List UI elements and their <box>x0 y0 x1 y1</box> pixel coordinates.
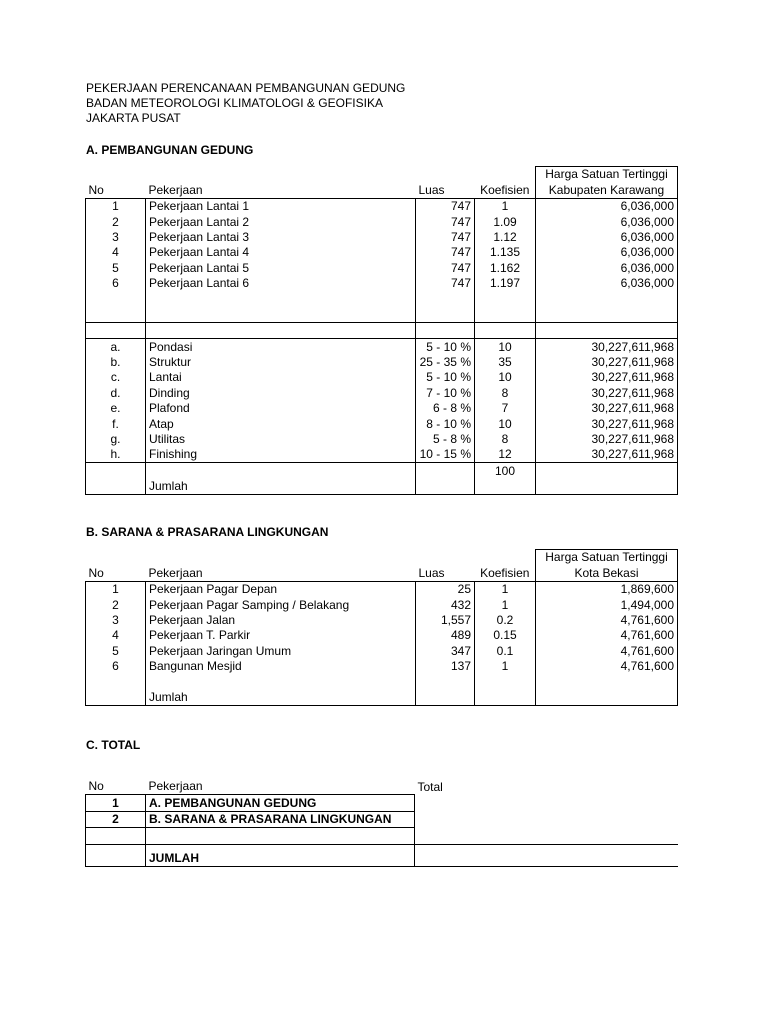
row-koefisien: 1.197 <box>475 276 536 291</box>
row-luas: 747 <box>416 276 475 291</box>
table-cell <box>475 291 536 306</box>
lantai-row <box>86 198 678 214</box>
row-koefisien: 0.1 <box>475 643 536 658</box>
row-no: 6 <box>86 659 146 674</box>
row-luas: 747 <box>416 230 475 245</box>
table-cell <box>536 291 678 306</box>
komponen-no: h. <box>86 447 146 463</box>
row-pekerjaan: Pekerjaan Lantai 3 <box>146 230 416 245</box>
a-header-koefisien: Koefisien <box>475 182 536 198</box>
komponen-pekerjaan: Pondasi <box>146 339 416 355</box>
row-koefisien: 1 <box>475 659 536 674</box>
section-b-table <box>85 549 678 706</box>
row-no: 5 <box>86 643 146 658</box>
total-pekerjaan: A. PEMBANGUNAN GEDUNG <box>146 795 415 811</box>
komponen-no: b. <box>86 355 146 370</box>
row-no: 4 <box>86 245 146 260</box>
row-pekerjaan: Pekerjaan Lantai 1 <box>146 198 416 214</box>
table-cell <box>86 463 146 479</box>
komponen-pekerjaan: Atap <box>146 416 416 431</box>
komponen-persen: 25 - 35 % <box>416 355 475 370</box>
row-harga: 6,036,000 <box>536 245 678 260</box>
komponen-row <box>86 432 678 447</box>
row-pekerjaan: Pekerjaan Pagar Depan <box>146 581 416 597</box>
row-no: 2 <box>86 597 146 612</box>
a-header-no: No <box>86 182 146 198</box>
row-pekerjaan: Pekerjaan Lantai 5 <box>146 260 416 275</box>
komponen-pekerjaan: Plafond <box>146 401 416 416</box>
table-cell <box>415 828 678 844</box>
jumlah-label: Jumlah <box>146 479 416 495</box>
row-koefisien: 1 <box>475 581 536 597</box>
row-pekerjaan: Pekerjaan Lantai 6 <box>146 276 416 291</box>
spacer-row <box>86 828 678 844</box>
row-harga: 6,036,000 <box>536 214 678 229</box>
row-pekerjaan: Bangunan Mesjid <box>146 659 416 674</box>
row-harga: 6,036,000 <box>536 260 678 275</box>
section-a-title: A. PEMBANGUNAN GEDUNG <box>86 143 254 157</box>
total-row <box>86 463 678 479</box>
section-c-title: C. TOTAL <box>86 738 141 752</box>
a-header-harga-1: Harga Satuan Tertinggi <box>536 167 678 183</box>
komponen-koefisien: 8 <box>475 385 536 400</box>
table-cell <box>86 291 146 306</box>
table-cell <box>416 690 475 706</box>
row-koefisien: 1 <box>475 198 536 214</box>
table-cell <box>86 307 146 323</box>
total-pekerjaan: B. SARANA & PRASARANA LINGKUNGAN <box>146 811 415 827</box>
komponen-harga: 30,227,611,968 <box>536 355 678 370</box>
total-summary-row <box>86 795 678 811</box>
row-luas: 137 <box>416 659 475 674</box>
c-header-no: No <box>88 779 104 794</box>
komponen-persen: 5 - 8 % <box>416 432 475 447</box>
row-harga: 4,761,600 <box>536 613 678 628</box>
komponen-persen: 6 - 8 % <box>416 401 475 416</box>
table-cell <box>416 322 475 338</box>
table-cell <box>86 322 146 338</box>
sarana-row <box>86 628 678 643</box>
lantai-row <box>86 245 678 260</box>
row-luas: 489 <box>416 628 475 643</box>
komponen-koefisien: 10 <box>475 370 536 385</box>
row-pekerjaan: Pekerjaan Jalan <box>146 613 416 628</box>
komponen-no: g. <box>86 432 146 447</box>
spacer-row <box>86 674 678 689</box>
komponen-pekerjaan: Utilitas <box>146 432 416 447</box>
table-cell <box>146 828 415 844</box>
sarana-row <box>86 613 678 628</box>
komponen-no: d. <box>86 385 146 400</box>
doc-title-line-2: BADAN METEOROLOGI KLIMATOLOGI & GEOFISIKA <box>86 96 383 110</box>
komponen-persen: 5 - 10 % <box>416 370 475 385</box>
row-pekerjaan: Pekerjaan Pagar Samping / Belakang <box>146 597 416 612</box>
komponen-harga: 30,227,611,968 <box>536 370 678 385</box>
komponen-pekerjaan: Finishing <box>146 447 416 463</box>
spacer-row <box>86 322 678 338</box>
table-cell <box>416 291 475 306</box>
komponen-pekerjaan: Lantai <box>146 370 416 385</box>
komponen-pekerjaan: Dinding <box>146 385 416 400</box>
table-cell <box>416 674 475 689</box>
row-koefisien: 1.162 <box>475 260 536 275</box>
b-header-no: No <box>86 565 146 581</box>
row-pekerjaan: Pekerjaan Lantai 4 <box>146 245 416 260</box>
total-no: 2 <box>86 811 146 827</box>
komponen-pekerjaan: Struktur <box>146 355 416 370</box>
komponen-koefisien: 8 <box>475 432 536 447</box>
total-value <box>415 795 678 811</box>
doc-title-line-3: JAKARTA PUSAT <box>86 111 181 125</box>
table-cell <box>146 307 416 323</box>
table-cell <box>536 463 678 479</box>
sarana-row <box>86 597 678 612</box>
table-cell <box>536 479 678 495</box>
komponen-koefisien: 12 <box>475 447 536 463</box>
komponen-koefisien: 7 <box>475 401 536 416</box>
c-header-total: Total <box>417 779 443 794</box>
komponen-no: a. <box>86 339 146 355</box>
row-no: 1 <box>86 581 146 597</box>
komponen-row <box>86 385 678 400</box>
row-luas: 432 <box>416 597 475 612</box>
table-cell <box>416 463 475 479</box>
row-harga: 6,036,000 <box>536 276 678 291</box>
komponen-row <box>86 447 678 463</box>
b-header-luas: Luas <box>416 565 475 581</box>
table-cell <box>86 674 146 689</box>
b-header-pekerjaan: Pekerjaan <box>146 565 416 581</box>
table-cell <box>86 844 146 866</box>
komponen-no: c. <box>86 370 146 385</box>
total-summary-row <box>86 811 678 827</box>
row-no: 2 <box>86 214 146 229</box>
table-cell <box>146 291 416 306</box>
table-cell <box>146 322 416 338</box>
row-luas: 747 <box>416 245 475 260</box>
row-no: 3 <box>86 230 146 245</box>
doc-title-line-1: PEKERJAAN PERENCANAAN PEMBANGUNAN GEDUNG <box>86 81 406 95</box>
table-cell <box>416 479 475 495</box>
row-no: 3 <box>86 613 146 628</box>
row-pekerjaan: Pekerjaan Jaringan Umum <box>146 643 416 658</box>
komponen-harga: 30,227,611,968 <box>536 432 678 447</box>
table-cell <box>86 690 146 706</box>
total-koefisien: 100 <box>475 463 536 479</box>
table-cell <box>475 690 536 706</box>
komponen-row <box>86 339 678 355</box>
komponen-persen: 5 - 10 % <box>416 339 475 355</box>
row-luas: 747 <box>416 198 475 214</box>
spacer-row <box>86 291 678 306</box>
lantai-row <box>86 260 678 275</box>
komponen-koefisien: 10 <box>475 339 536 355</box>
row-luas: 1,557 <box>416 613 475 628</box>
table-cell <box>475 322 536 338</box>
sarana-row <box>86 581 678 597</box>
row-luas: 347 <box>416 643 475 658</box>
jumlah-row <box>86 479 678 495</box>
table-cell <box>416 307 475 323</box>
table-cell <box>536 690 678 706</box>
table-cell <box>86 828 146 844</box>
komponen-harga: 30,227,611,968 <box>536 339 678 355</box>
row-luas: 747 <box>416 260 475 275</box>
komponen-row <box>86 401 678 416</box>
section-a-table <box>85 166 678 495</box>
sarana-row <box>86 659 678 674</box>
spacer-row <box>86 307 678 323</box>
table-cell <box>86 479 146 495</box>
komponen-no: e. <box>86 401 146 416</box>
row-luas: 25 <box>416 581 475 597</box>
table-cell <box>536 322 678 338</box>
row-koefisien: 1.09 <box>475 214 536 229</box>
sarana-row <box>86 643 678 658</box>
total-no: 1 <box>86 795 146 811</box>
row-no: 6 <box>86 276 146 291</box>
row-harga: 1,494,000 <box>536 597 678 612</box>
row-no: 5 <box>86 260 146 275</box>
row-harga: 4,761,600 <box>536 628 678 643</box>
komponen-harga: 30,227,611,968 <box>536 401 678 416</box>
table-cell <box>536 674 678 689</box>
row-harga: 4,761,600 <box>536 643 678 658</box>
komponen-koefisien: 35 <box>475 355 536 370</box>
row-no: 4 <box>86 628 146 643</box>
lantai-row <box>86 214 678 229</box>
row-harga: 6,036,000 <box>536 198 678 214</box>
table-cell <box>475 307 536 323</box>
komponen-persen: 8 - 10 % <box>416 416 475 431</box>
jumlah-label: Jumlah <box>146 690 416 706</box>
row-koefisien: 1.12 <box>475 230 536 245</box>
table-cell <box>475 479 536 495</box>
section-b-title: B. SARANA & PRASARANA LINGKUNGAN <box>86 525 329 539</box>
a-header-pekerjaan: Pekerjaan <box>146 182 416 198</box>
row-harga: 4,761,600 <box>536 659 678 674</box>
a-header-harga-2: Kabupaten Karawang <box>536 182 678 198</box>
komponen-persen: 10 - 15 % <box>416 447 475 463</box>
row-luas: 747 <box>416 214 475 229</box>
komponen-row <box>86 416 678 431</box>
row-koefisien: 1 <box>475 597 536 612</box>
komponen-harga: 30,227,611,968 <box>536 416 678 431</box>
table-cell <box>536 307 678 323</box>
table-cell <box>146 674 416 689</box>
row-harga: 6,036,000 <box>536 230 678 245</box>
table-cell <box>146 463 416 479</box>
komponen-row <box>86 355 678 370</box>
jumlah-row <box>86 690 678 706</box>
row-koefisien: 0.2 <box>475 613 536 628</box>
c-header-pekerjaan: Pekerjaan <box>148 779 203 794</box>
jumlah-row <box>86 844 678 866</box>
komponen-no: f. <box>86 416 146 431</box>
lantai-row <box>86 276 678 291</box>
row-pekerjaan: Pekerjaan Lantai 2 <box>146 214 416 229</box>
a-header-luas: Luas <box>416 182 475 198</box>
komponen-row <box>86 370 678 385</box>
komponen-koefisien: 10 <box>475 416 536 431</box>
table-cell <box>475 674 536 689</box>
row-no: 1 <box>86 198 146 214</box>
row-pekerjaan: Pekerjaan T. Parkir <box>146 628 416 643</box>
row-koefisien: 1.135 <box>475 245 536 260</box>
komponen-persen: 7 - 10 % <box>416 385 475 400</box>
total-value <box>415 811 678 827</box>
komponen-harga: 30,227,611,968 <box>536 385 678 400</box>
table-cell <box>415 844 678 866</box>
jumlah-label: JUMLAH <box>146 844 415 866</box>
section-c-table <box>85 779 678 867</box>
row-harga: 1,869,600 <box>536 581 678 597</box>
b-header-harga-2: Kota Bekasi <box>536 565 678 581</box>
b-header-koefisien: Koefisien <box>475 565 536 581</box>
b-header-harga-1: Harga Satuan Tertinggi <box>536 550 678 566</box>
row-koefisien: 0.15 <box>475 628 536 643</box>
komponen-harga: 30,227,611,968 <box>536 447 678 463</box>
lantai-row <box>86 230 678 245</box>
